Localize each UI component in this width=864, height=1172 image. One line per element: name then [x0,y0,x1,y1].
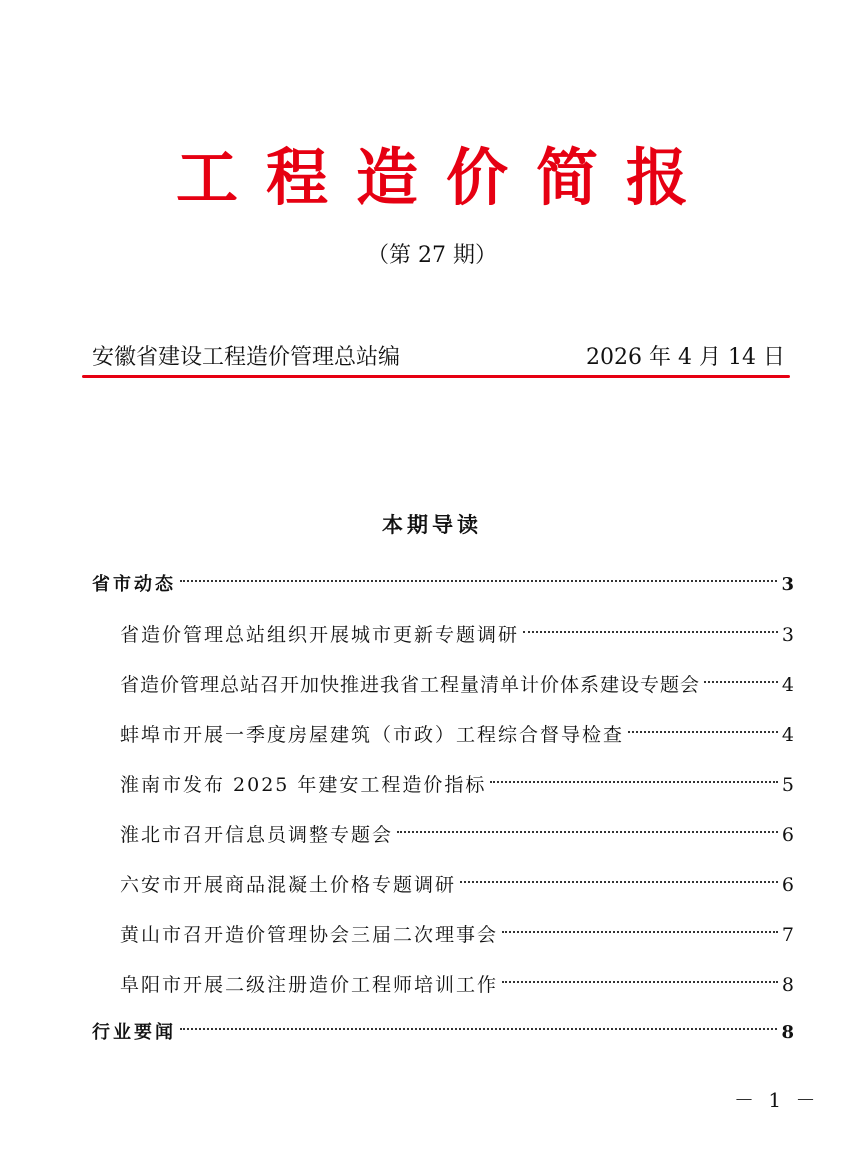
toc-section-industry-news[interactable] [92,1015,794,1051]
toc-item-text: 省造价管理总站召开加快推进我省工程量清单计价体系建设专题会 [120,674,701,696]
publish-date: 2026 年 4 月 14 日 [586,345,785,370]
toc-heading: 本期导读 [382,512,482,537]
toc-section-provincial-news[interactable] [92,567,794,603]
toc-leader-dots [180,1028,777,1030]
toc-item[interactable] [120,717,794,753]
toc-page-number: 4 [781,674,794,696]
toc-item-text: 黄山市召开造价管理协会三届二次理事会 [120,924,499,946]
toc-item[interactable] [120,617,794,653]
toc-item-text: 蚌埠市开展一季度房屋建筑（市政）工程综合督导检查 [120,724,625,746]
toc-page-number: 6 [781,824,794,846]
toc-item[interactable] [120,917,794,953]
issue-number: （第 27 期） [367,243,497,268]
toc-leader-dots [628,731,778,733]
toc-item-text: 省市动态 [92,574,176,595]
toc-page-number: 3 [781,574,794,595]
toc-leader-dots [523,631,778,633]
toc-item-text: 阜阳市开展二级注册造价工程师培训工作 [120,974,499,996]
publisher-name: 安徽省建设工程造价管理总站编 [92,345,401,370]
toc-item[interactable] [120,817,794,853]
toc-leader-dots [704,681,778,683]
toc-leader-dots [180,580,777,582]
page-number-footer: － 1 － [734,1088,820,1112]
toc-item-text: 六安市开展商品混凝土价格专题调研 [120,874,457,896]
toc-item[interactable] [120,767,794,803]
toc-item[interactable] [120,867,794,903]
toc-item[interactable] [120,967,794,1003]
bulletin-title: 工程造价简报 [175,141,716,214]
toc-item-text: 行业要闻 [92,1022,176,1043]
toc-item[interactable] [120,667,794,703]
toc-leader-dots [490,781,777,783]
toc-page-number: 3 [781,624,794,646]
toc-item-text: 省造价管理总站组织开展城市更新专题调研 [120,624,520,646]
toc-page-number: 4 [781,724,794,746]
toc-leader-dots [460,881,778,883]
toc-page-number: 8 [781,1022,794,1043]
red-divider-line [82,375,790,378]
toc-page-number: 6 [781,874,794,896]
toc-page-number: 8 [781,974,794,996]
toc-leader-dots [502,981,778,983]
toc-page-number: 5 [781,774,794,796]
toc-item-text: 淮南市发布 2025 年建安工程造价指标 [120,774,487,796]
toc-leader-dots [397,831,778,833]
toc-page-number: 7 [781,924,794,946]
toc-leader-dots [502,931,778,933]
toc-item-text: 淮北市召开信息员调整专题会 [120,824,394,846]
